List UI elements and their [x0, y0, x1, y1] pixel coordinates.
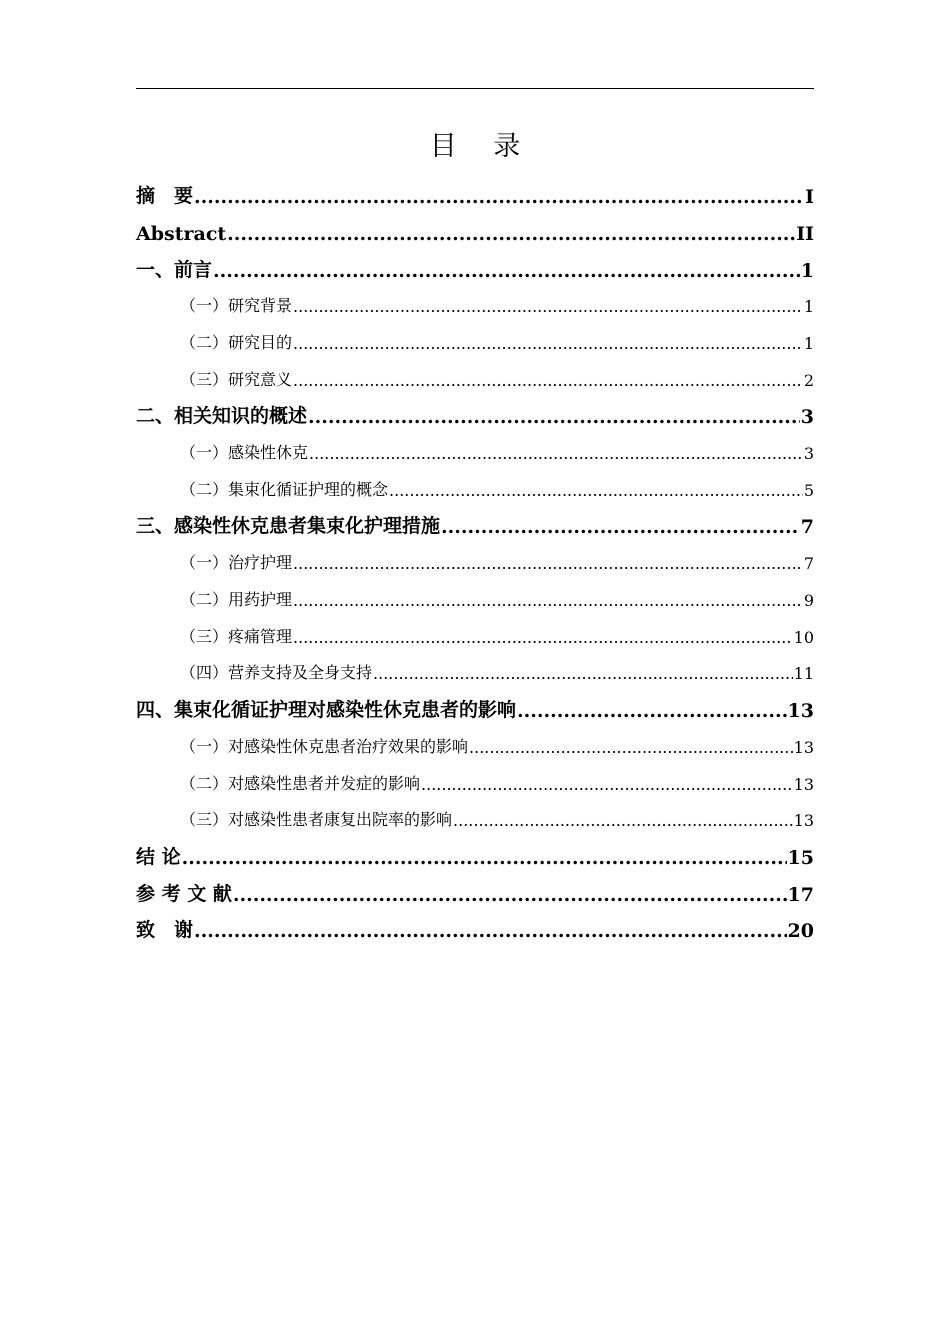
toc-entry-number: （二） [180, 774, 229, 793]
toc-entry[interactable] [136, 327, 814, 353]
toc-leader-dots [293, 371, 803, 390]
toc-entry[interactable] [136, 215, 814, 245]
toc-entry-page-number: I [805, 186, 814, 208]
toc-entry[interactable] [136, 474, 814, 500]
toc-entry-number: （二） [180, 333, 229, 352]
toc-entry-label: 治疗护理 [228, 553, 293, 572]
toc-entry-page-number: 9 [803, 591, 814, 610]
toc-entry-page-number: 20 [787, 920, 814, 942]
toc-entry-label: 相关知识的概述 [174, 405, 308, 427]
toc-entry-number: （二） [180, 480, 229, 499]
toc-entry-page-number: 11 [793, 664, 814, 683]
toc-entry-page-number: 13 [793, 775, 814, 794]
toc-leader-dots [233, 884, 787, 906]
toc-entry[interactable] [136, 731, 814, 757]
toc-entry-page-number: 7 [800, 516, 814, 538]
toc-entry-label: 集束化循证护理的概念 [228, 480, 389, 499]
toc-leader-dots [441, 516, 800, 538]
toc-entry-label: 疼痛管理 [228, 627, 293, 646]
toc-entry-label: 对感染性休克患者治疗效果的影响 [228, 737, 469, 756]
toc-entry[interactable] [136, 912, 814, 942]
header-rule [136, 88, 814, 89]
toc-entry-page-number: 1 [803, 334, 814, 353]
toc-entry[interactable] [136, 804, 814, 830]
toc-entry-page-number: II [796, 223, 814, 245]
toc-entry-number: （一） [180, 553, 229, 572]
toc-entry-page-number: 10 [793, 628, 814, 647]
toc-leader-dots [293, 334, 803, 353]
toc-leader-dots [213, 260, 800, 282]
toc-entry-label: 结 论 [136, 846, 181, 868]
toc-entry-label: 对感染性患者康复出院率的影响 [228, 810, 453, 829]
toc-leader-dots [227, 223, 795, 245]
toc-leader-dots [453, 811, 793, 830]
toc-entry-number: （一） [180, 296, 229, 315]
toc-entry-number: （三） [180, 627, 229, 646]
toc-entry[interactable] [136, 290, 814, 316]
toc-entry-number: （四） [180, 663, 229, 682]
toc-entry-page-number: 1 [803, 297, 814, 316]
toc-leader-dots [293, 628, 793, 647]
toc-entry-label: 研究意义 [228, 370, 293, 389]
toc-leader-dots [194, 186, 804, 208]
toc-entry[interactable] [136, 584, 814, 610]
toc-entry[interactable] [136, 876, 814, 906]
toc-entry-page-number: 7 [803, 554, 814, 573]
toc-leader-dots [517, 700, 787, 722]
toc-entry-label: 用药护理 [228, 590, 293, 609]
toc-title: 目 录 [429, 131, 535, 162]
toc-entry-label: Abstract [136, 223, 227, 245]
toc-leader-dots [182, 847, 787, 869]
toc-entry[interactable] [136, 178, 814, 208]
toc-entry-number: 四、 [136, 699, 175, 721]
toc-entry[interactable] [136, 657, 814, 683]
toc-entry-page-number: 1 [800, 260, 814, 282]
toc-entry-page-number: 2 [803, 371, 814, 390]
toc-entry[interactable] [136, 768, 814, 794]
toc-entry[interactable] [136, 621, 814, 647]
toc-entry[interactable] [136, 437, 814, 463]
toc-entry-page-number: 3 [800, 406, 814, 428]
toc-entry-label: 研究目的 [228, 333, 293, 352]
toc-entry[interactable] [136, 692, 814, 722]
toc-entry[interactable] [136, 364, 814, 390]
toc-entry-label: 参 考 文 献 [136, 883, 232, 905]
toc-entry-number: （三） [180, 370, 229, 389]
toc-entry-page-number: 13 [793, 738, 814, 757]
toc-entry-label: 感染性休克 [228, 443, 309, 462]
toc-entry-number: （二） [180, 590, 229, 609]
toc-leader-dots [194, 920, 787, 942]
toc-leader-dots [389, 481, 803, 500]
toc-entry-number: （一） [180, 737, 229, 756]
toc-entry-number: （三） [180, 810, 229, 829]
toc-entry-label: 感染性休克患者集束化护理措施 [174, 515, 441, 537]
toc-entry[interactable] [136, 839, 814, 869]
toc-leader-dots [293, 591, 803, 610]
toc-leader-dots [421, 775, 793, 794]
toc-entry-number: 三、 [136, 515, 175, 537]
toc-entry-number: （一） [180, 443, 229, 462]
toc-entry-label: 摘 要 [136, 185, 194, 207]
toc-leader-dots [293, 297, 803, 316]
toc-leader-dots [469, 738, 793, 757]
toc-entry-page-number: 5 [803, 481, 814, 500]
toc-entry[interactable] [136, 547, 814, 573]
toc-entry-label: 集束化循证护理对感染性休克患者的影响 [174, 699, 517, 721]
toc-entry-number: 一、 [136, 259, 175, 281]
toc-entry-label: 对感染性患者并发症的影响 [228, 774, 421, 793]
toc-entry-page-number: 13 [787, 700, 814, 722]
toc-entry[interactable] [136, 398, 814, 428]
toc-leader-dots [293, 554, 803, 573]
toc-entry[interactable] [136, 252, 814, 282]
toc-entry-label: 研究背景 [228, 296, 293, 315]
toc-leader-dots [373, 664, 793, 683]
toc-leader-dots [308, 406, 800, 428]
toc-entry-label: 前言 [174, 259, 213, 281]
toc-entry[interactable] [136, 508, 814, 538]
toc-entry-label: 致 谢 [136, 919, 194, 941]
toc-entry-page-number: 13 [793, 811, 814, 830]
toc-entry-number: 二、 [136, 405, 175, 427]
toc-entry-page-number: 15 [787, 847, 814, 869]
toc-entry-label: 营养支持及全身支持 [228, 663, 373, 682]
toc-entry-page-number: 3 [803, 444, 814, 463]
toc-leader-dots [309, 444, 803, 463]
toc-entry-page-number: 17 [787, 884, 814, 906]
